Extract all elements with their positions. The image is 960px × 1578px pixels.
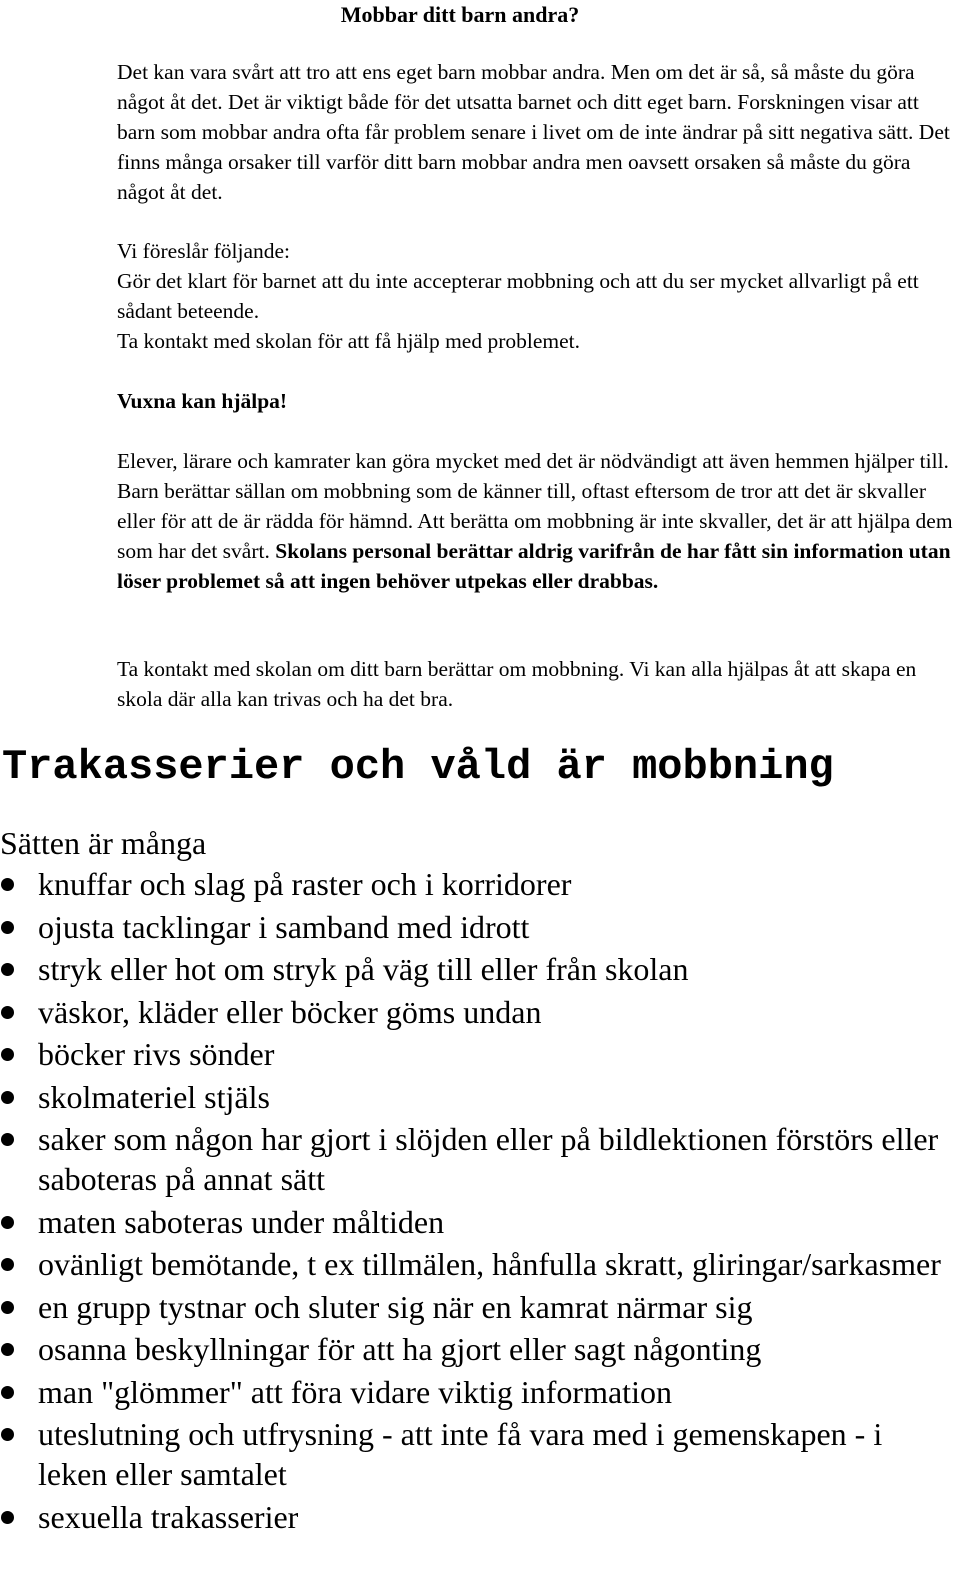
bullet-icon <box>1 963 14 976</box>
subheading: Vuxna kan hjälpa! <box>117 389 288 413</box>
bullet-icon <box>1 1216 14 1229</box>
paragraph-text: Det kan vara svårt att tro att ens eget barn mobbar andra. Men om det är så, så måste du göra något åt det. Det är viktigt både för det utsatta barnet och ditt eget barn. Forskningen visar att barn som mobbar andra ofta får problem senare i livet om de inte ändrar på sitt negativa sätt. Det finns många orsaker till varför ditt barn mobbar andra men oavsett orsaken så måste du göra något åt det. <box>117 60 950 204</box>
list-intro: Sätten är många <box>0 825 207 861</box>
bullet-icon <box>1 1386 14 1399</box>
bold-statement: Skolans personal berättar aldrig varifrån de har fått sin information utan löser problemet så att ingen behöver utpekas eller drabbas. <box>117 539 951 593</box>
list-item-text: sexuella trakasserier <box>38 1498 299 1535</box>
suggestions-section <box>117 236 957 356</box>
list-item <box>0 1497 958 1537</box>
list-item-text: uteslutning och utfrysning - att inte få vara med i gemenskapen - i leken eller samtalet <box>38 1416 883 1492</box>
suggestion-item: Ta kontakt med skolan för att få hjälp med problemet. <box>117 329 580 353</box>
bullet-icon <box>1 878 14 891</box>
list-item <box>0 1119 958 1199</box>
paragraph-text: Elever, lärare och kamrater kan göra mycket med det är nödvändigt att även hemmen hjälper till. Barn berättar sällan om mobbning som de känner till, oftast eftersom de tror att det är skvaller eller för att de är rädda för hämnd. Att berätta om mobbning är inte skvaller, det är att hjälpa dem som har det svårt. <box>117 449 953 563</box>
list-item <box>0 1244 958 1284</box>
paragraph-text: Ta kontakt med skolan om ditt barn berättar om mobbning. Vi kan alla hjälpas åt att skapa en skola där alla kan trivas och ha det bra. <box>117 657 917 711</box>
bullet-icon <box>1 1511 14 1524</box>
list-item <box>0 1202 958 1242</box>
list-item <box>0 1372 958 1412</box>
contact-paragraph <box>117 654 957 714</box>
list-item-text: man "glömmer" att föra vidare viktig information <box>38 1373 672 1410</box>
list-item <box>0 1034 958 1074</box>
suggestion-item: Gör det klart för barnet att du inte accepterar mobbning och att du ser mycket allvarligt på ett sådant beteende. <box>117 269 919 323</box>
list-item-text: stryk eller hot om stryk på väg till eller från skolan <box>38 951 689 987</box>
bullet-list <box>0 864 958 1539</box>
bullet-icon <box>1 1048 14 1061</box>
page-title: Mobbar ditt barn andra? <box>340 2 580 27</box>
list-item <box>0 1077 958 1117</box>
list-item-text: maten saboteras under måltiden <box>38 1203 445 1240</box>
section-heading: Trakasserier och våld är mobbning <box>2 743 834 791</box>
bullet-icon <box>1 1258 14 1271</box>
list-item-text: osanna beskyllningar för att ha gjort eller sagt någonting <box>38 1331 762 1367</box>
bullet-icon <box>1 921 14 934</box>
list-item <box>0 992 958 1032</box>
bullet-icon <box>1 1301 14 1314</box>
list-item-text: saker som någon har gjort i slöjden eller på bildlektionen förstörs eller saboteras på annat sätt <box>38 1121 939 1197</box>
adults-paragraph <box>117 446 957 596</box>
list-item-text: ovänligt bemötande, t ex tillmälen, hånfulla skratt, gliringar/sarkasmer <box>38 1246 941 1282</box>
bullet-icon <box>1 1091 14 1104</box>
bullet-icon <box>1 1133 14 1146</box>
list-item-text: böcker rivs sönder <box>38 1036 275 1072</box>
list-item <box>0 949 958 989</box>
bullet-icon <box>1 1006 14 1019</box>
list-item-text: en grupp tystnar och sluter sig när en kamrat närmar sig <box>38 1288 753 1325</box>
intro-paragraph <box>117 57 957 207</box>
list-item <box>0 864 958 904</box>
bullet-icon <box>1 1343 14 1356</box>
list-item <box>0 1287 958 1327</box>
bullet-icon <box>1 1428 14 1441</box>
list-item-text: ojusta tacklingar i samband med idrott <box>38 908 530 945</box>
list-item-text: väskor, kläder eller böcker göms undan <box>38 993 542 1030</box>
list-item <box>0 907 958 947</box>
list-item <box>0 1414 958 1494</box>
list-item-text: knuffar och slag på raster och i korridorer <box>38 866 572 902</box>
suggestions-intro: Vi föreslår följande: <box>117 239 291 263</box>
list-item <box>0 1329 958 1369</box>
list-item-text: skolmateriel stjäls <box>38 1078 270 1115</box>
